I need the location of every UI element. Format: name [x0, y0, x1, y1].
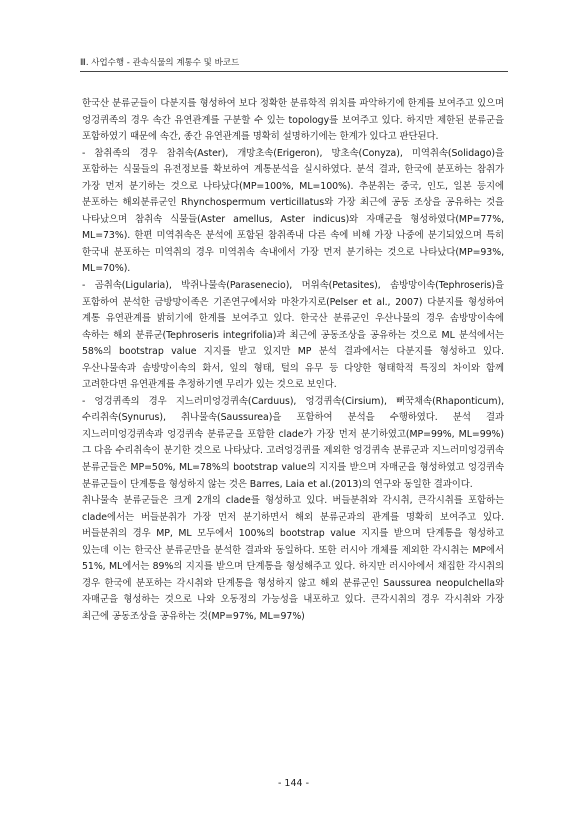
paragraph-senecioneae: - 곰취속(Ligularia), 박쥐나물속(Parasenecio), 머위속(Petasites), 솜방망이속(Tephroseris)을 포함하여 분석한 금방망이족은 기존연구에서와 마찬가지로(Pelser et al., 2007) 다분지를 형성하여 계통 유연관계를 밝히기에 한계를 보여주고 있다. 한국산 분류군인 우산나물의 경우 솜방망이속에 속하는 해외 분류군(Tephroseris integrifolia)과 최근에 공동조상을 공유하는 것으로 ML 분석에서는 58%의 bootstrap value 지지를 받고 있지만 MP 분석 결과에서는 다분지를 형성하고 있다. 우산나물속과 솜방망이속의 화서, 잎의 형태, 털의 유무 등 다양한 형태학적 특징의 차이와 함께 고려한다면 유연관계를 추정하기엔 무리가 있는 것으로 보인다.: [82, 280, 504, 391]
paragraph-cardueae: - 엉겅퀴족의 경우 지느러미엉겅퀴속(Carduus), 엉겅퀴속(Cirsium), 뻐꾹채속(Rhaponticum), 수리취속(Synurus), 취나물속(Saussurea)을 포함하여 분석을 수행하였다. 분석 결과 지느러미엉겅퀴속과 엉겅퀴속 분류군을 포함한 clade가 가장 먼저 분기하였고(MP=99%, ML=99%) 그 다음 수리취속이 분기한 것으로 나타났다. 고려엉겅퀴를 제외한 엉겅퀴속 분류군과 지느러미엉겅퀴속 분류군들은 MP=50%, ML=78%의 bootstrap value의 지지를 받으며 자매군을 형성하였고 엉겅퀴속 분류군들이 단계통을 형성하지 않는 것은 Barres, Laia et al.(2013)의 연구와 동일한 결과이다.: [82, 395, 504, 490]
page-number: - 144 -: [277, 778, 310, 789]
paragraph-intro: 한국산 분류군들이 다분지를 형성하여 보다 정확한 분류학적 위치를 파악하기에 한계를 보여주고 있으며 엉겅퀴족의 경우 속간 유연관계를 구분할 수 있는 topology를 보여주고 있다. 하지만 제한된 분류군을 포함하였기 때문에 속간, 종간 유연관계를 명확히 설명하기에는 한계가 있다고 판단된다.: [82, 98, 504, 143]
section-title: Ⅲ. 사업수행 - 관속식물의 계통수 및 바코드: [80, 58, 240, 68]
paragraph-saussurea: 취나물속 분류군들은 크게 2개의 clade를 형성하고 있다. 버들분취와 각시취, 큰각시취를 포함하는 clade에서는 버들분취가 가장 먼저 분기하면서 해외 분류군과의 관계를 명확히 보여주고 있다. 버들분취의 경우 MP, ML 모두에서 100%의 bootstrap value 지지를 받으며 단계통을 형성하고 있는데 이는 한국산 분류군만을 분석한 결과와 동일하다. 또한 러시아 개체를 제외한 각시취는 MP에서 51%, ML에서는 89%의 지지를 받으며 단계통을 형성해주고 있다. 하지만 러시아에서 채집한 각시취의 경우 한국에 분포하는 각시취와 단계통을 형성하지 않고 해외 분류군인 Saussurea neopulchella와 자매군을 형성하는 것으로 나와 오동정의 가능성을 내포하고 있다. 큰각시취의 경우 각시취와 가장 최근에 공동조상을 공유하는 것(MP=97%, ML=97%): [82, 495, 504, 622]
running-header: [80, 56, 508, 72]
paragraph-astereae: - 참취족의 경우 참취속(Aster), 개망초속(Erigeron), 망초속(Conyza), 미역취속(Solidago)을 포함하는 식물들의 유전정보를 확보하여 계통분석을 실시하였다. 분석 결과, 한국에 분포하는 참취가 가장 먼저 분기하는 것으로 나타났다(MP=100%, ML=100%). 추분취는 중국, 인도, 일본 등지에 분포하는 해외분류군인 Rhynchospermum verticillatus와 가장 최근에 공동 조상을 공유하는 것을 나타났으며 참취속 식물들(Aster amellus, Aster indicus)와 자매군을 형성하였다(MP=77%, ML=73%). 한편 미역취속은 분석에 포함된 참취족내 다른 속에 비해 가장 나중에 분기되었으며 특히 한국내 분포하는 미역취의 경우 미역취속 속내에서 가장 먼저 분기하는 것으로 나타났다(MP=93%, ML=70%).: [82, 147, 504, 275]
body-text: [82, 96, 504, 626]
